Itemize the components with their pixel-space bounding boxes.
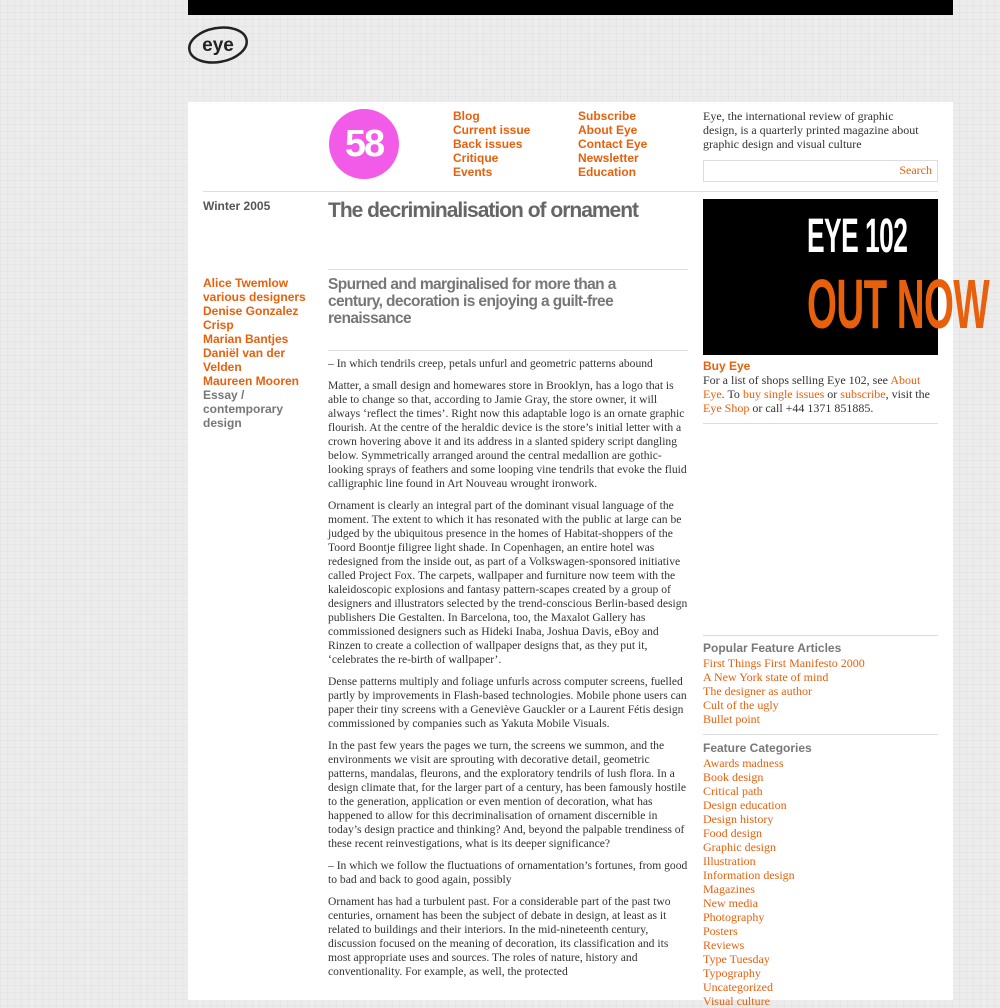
categories-list [703,756,795,1008]
nav-current-issue[interactable]: Current issue [453,123,531,137]
article-title: The decriminalisation of ornament [328,199,639,222]
category-link[interactable]: Book design [703,770,764,784]
category-link[interactable]: Food design [703,826,763,840]
buy-eye-heading[interactable]: Buy Eye [703,359,751,373]
category-link[interactable]: Type Tuesday [703,952,770,966]
ad-subheadline: OUT NOW [807,265,990,343]
popular-heading: Popular Feature Articles [703,641,842,655]
category-link[interactable]: Uncategorized [703,980,773,994]
standfirst-divider [328,350,688,351]
issue-badge[interactable] [329,109,399,179]
category-link[interactable]: Visual culture [703,994,770,1008]
main-nav-secondary [578,109,647,179]
subscribe-link[interactable]: subscribe [840,387,886,401]
article-paragraph: – In which we follow the fluctuations of ornamentation’s fortunes, from good to bad and back to good again, possibly [328,859,688,886]
article-paragraph: In the past few years the pages we turn, the screens we summon, and the environments we visit are sprouting with decorative detail, geometric patterns, mandalas, fleurons, and the exploratory tendrils of lush flora. In a design climate that, for the larger part of a century, has been famously hostile to the generation, application or even mention of decoration, what has happened to allow for this decriminalisation of ornament discernible in today’s design practice and thinking? And, beyond the palpable trendiness of these recent reinvestigations, what is its deeper significance? [328,739,686,850]
popular-article-link[interactable]: A New York state of mind [703,670,829,684]
popular-article-link[interactable]: First Things First Manifesto 2000 [703,656,865,670]
popular-article-link[interactable]: Bullet point [703,712,760,726]
buy-divider [703,423,938,424]
buy-eye-text [703,373,935,415]
nav-subscribe[interactable]: Subscribe [578,109,637,123]
top-bar [188,0,953,15]
buy-text-part: , visit the [885,387,930,401]
popular-article-link[interactable]: The designer as author [703,684,812,698]
category-link[interactable]: Awards madness [703,756,784,770]
content-panel [188,102,990,1008]
article-paragraph: Ornament is clearly an integral part of the dominant visual language of the moment. The extent to which it has resonated with the public at large can be judged by the ubiquitous presence in the homes of Habitat-shoppers of the Toord Boontje filigree light shade. In Copenhagen, an entire hotel was redesigned from the inside out, as part of a Volkswagen-sponsored initiative called Project Fox. The carpets, wallpaper and furniture now teem with the kaleidoscopic explosions and fantasy pattern-scapes created by a group of designers and illustrators selected by the trend-conscious Berlin-based design publishers Die Gestalten. In Barcelona, too, the Maxalot Gallery has commissioned designers such as Hideki Inaba, Joshua Davis, eBoy and Rinzen to create a collection of wallpaper designs that, as they put it, ‘celebrates the re-birth of wallpaper’. [328,499,688,666]
nav-about-eye[interactable]: About Eye [578,123,638,137]
header-divider [203,191,938,192]
popular-list [703,656,865,726]
category-link[interactable]: Graphic design [703,840,776,854]
site-intro: Eye, the international review of graphic design, is a quarterly printed magazine about graphic design and visual culture [703,109,919,151]
author-link[interactable]: Daniël van der Velden [203,346,286,374]
category-link[interactable]: Typography [703,966,761,980]
article-date: Winter 2005 [203,199,271,213]
category-link[interactable]: Posters [703,924,738,938]
nav-education[interactable]: Education [578,165,637,179]
eye-logo[interactable] [187,24,249,66]
article-paragraph: Dense patterns multiply and foliage unfurls across computer screens, fuelled partly by improvements in Flash-based technologies. Mobile phone users can paper their tiny screens with a Geneviève Gauckler or a Laurent Fétis design commissioned by companies such as Yakuta Mobile Visuals. [328,675,687,730]
nav-critique[interactable]: Critique [453,151,499,165]
category-link[interactable]: Magazines [703,882,755,896]
article-paragraph: – In which tendrils creep, petals unfurl and geometric patterns abound [328,357,653,370]
main-nav-primary [453,109,530,179]
buy-text-part: or call +44 1371 851885. [749,401,874,415]
title-divider [328,269,688,270]
category-link[interactable]: Photography [703,910,765,924]
buy-text-part: . To [721,387,743,401]
buy-text-part: For a list of shops selling Eye 102, see [703,373,891,387]
nav-back-issues[interactable]: Back issues [453,137,523,151]
ad-headline: EYE 102 [807,210,908,263]
eye-shop-link[interactable]: Eye Shop [703,401,750,415]
author-link[interactable]: Maureen Mooren [203,374,300,388]
article-paragraph: Ornament has had a turbulent past. For a considerable part of the past two centuries, ornament has been the subject of debate in design, at least as it related to buildings and their interiors. In the mid-nineteenth century, discussion focused on the meaning of decoration, its classification and its most appropriate uses and sources. The roles of nature, history and conventionality. For example, as well, the protected [328,895,671,978]
category-link[interactable]: Illustration [703,854,756,868]
search-button[interactable]: Search [899,163,932,177]
popular-article-link[interactable]: Cult of the ugly [703,698,779,712]
category-link[interactable]: Reviews [703,938,745,952]
search-input[interactable] [703,160,938,182]
issue-number: 58 [344,122,384,165]
categories-divider [703,734,938,735]
categories-heading: Feature Categories [703,741,812,755]
author-link[interactable]: various designers [203,290,306,304]
category-link[interactable]: Critical path [703,784,763,798]
nav-contact-eye[interactable]: Contact Eye [578,137,648,151]
nav-blog[interactable]: Blog [453,109,480,123]
svg-text:eye: eye [202,35,234,56]
nav-newsletter[interactable]: Newsletter [578,151,639,165]
buy-single-issues-link[interactable]: buy single issues [742,387,825,401]
popular-divider [703,635,938,636]
nav-events[interactable]: Events [453,165,493,179]
article-standfirst: Spurned and marginalised for more than a century, decoration is enjoying a guilt-free renaissance [328,276,616,327]
about-eye-link[interactable]: About Eye [703,373,921,401]
author-link[interactable]: Alice Twemlow [203,276,289,290]
article-category: Essay / contemporary design [203,388,284,430]
buy-text-part: or [824,387,841,401]
category-link[interactable]: Information design [703,868,795,882]
author-link[interactable]: Marian Bantjes [203,332,289,346]
article-body [328,357,688,987]
eye-102-ad[interactable] [703,199,990,355]
category-link[interactable]: Design history [703,812,774,826]
category-link[interactable]: New media [703,896,758,910]
category-link[interactable]: Design education [703,798,787,812]
article-paragraph: Matter, a small design and homewares store in Brooklyn, has a logo that is able to change so that, according to Jamie Gray, the store owner, it will always ‘reflect the times’. Right now this adaptable logo is an ornate graphic flourish. At the centre of the heraldic device is the store’s initial letter with a crown hovering above it and its address in a slanted spidery script dangling below. Symmetrically arranged around the central medallion are gothic-looking sprays of feathers and some looping vine tendrils that evoke the fluid calligraphic line found in Art Nouveau wrought ironwork. [328,379,687,490]
article-meta [203,276,311,430]
author-link[interactable]: Denise Gonzalez Crisp [203,304,299,332]
